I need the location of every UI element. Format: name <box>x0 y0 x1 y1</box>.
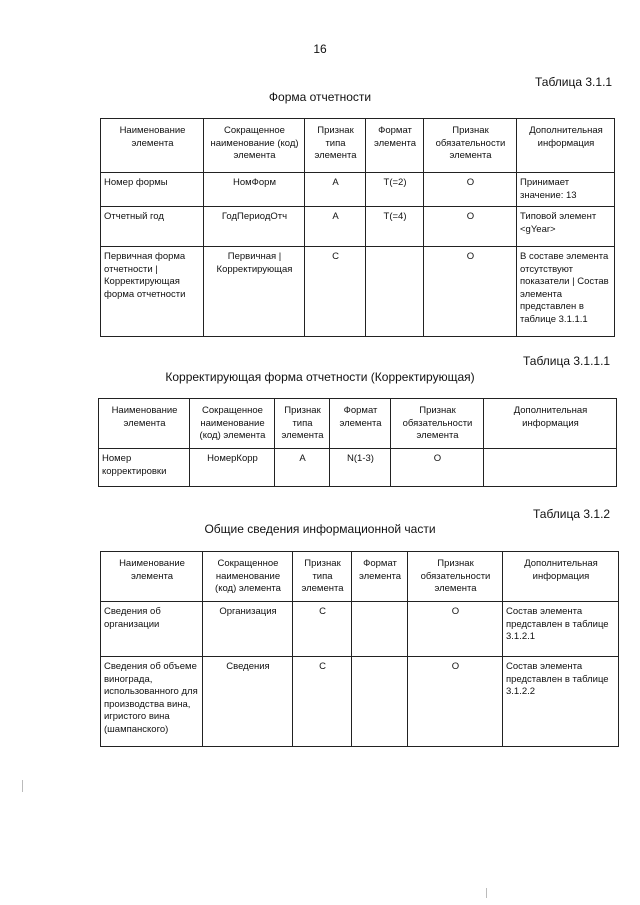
table-cell: О <box>424 173 517 207</box>
table-cell: А <box>275 449 330 487</box>
table-cell: С <box>293 602 352 657</box>
table-cell <box>366 247 424 337</box>
table-cell: НомерКорр <box>190 449 275 487</box>
table-cell: Отчетный год <box>101 207 204 247</box>
header-cell: Наименование элемента <box>101 552 203 602</box>
header-cell: Признак обязательности элемента <box>408 552 503 602</box>
table-cell: А <box>305 173 366 207</box>
header-cell: Формат элемента <box>352 552 408 602</box>
header-cell: Дополнительная информация <box>517 119 615 173</box>
table-label: Таблица 3.1.1 <box>535 75 613 89</box>
header-cell: Признак типа элемента <box>305 119 366 173</box>
table-cell: N(1-3) <box>330 449 391 487</box>
table-cell: ГодПериодОтч <box>204 207 305 247</box>
table-cell: Первичная форма отчетности | Корректирующая форма отчетности <box>101 247 204 337</box>
table-row <box>101 602 619 657</box>
header-cell: Наименование элемента <box>101 119 204 173</box>
table-general-info <box>100 551 619 747</box>
table-row <box>101 657 619 747</box>
table-row <box>101 173 615 207</box>
table-cell: T(=2) <box>366 173 424 207</box>
scan-mark <box>486 888 487 898</box>
table-title: Общие сведения информационной части <box>204 522 436 536</box>
header-cell: Признак типа элемента <box>293 552 352 602</box>
table-cell <box>484 449 617 487</box>
table-cell: О <box>424 207 517 247</box>
table-cell: Организация <box>203 602 293 657</box>
table-cell: Первичная | Корректирующая <box>204 247 305 337</box>
table-cell: Сведения об организации <box>101 602 203 657</box>
header-cell: Формат элемента <box>366 119 424 173</box>
header-cell: Признак типа элемента <box>275 399 330 449</box>
table-label: Таблица 3.1.1.1 <box>523 354 611 368</box>
page-number: 16 <box>313 42 327 56</box>
table-cell: С <box>305 247 366 337</box>
table-cell <box>352 657 408 747</box>
table-cell: С <box>293 657 352 747</box>
table-cell: Типовой элемент <gYear> <box>517 207 615 247</box>
table-label: Таблица 3.1.2 <box>533 507 611 521</box>
table-cell: Состав элемента представлен в таблице 3.1.2.1 <box>503 602 619 657</box>
header-cell: Дополнительная информация <box>484 399 617 449</box>
table-cell: Состав элемента представлен в таблице 3.1.2.2 <box>503 657 619 747</box>
table-reporting-form <box>100 118 615 337</box>
table-cell: Принимает значение: 13 <box>517 173 615 207</box>
table-cell: О <box>408 602 503 657</box>
header-cell: Сокращенное наименование (код) элемента <box>190 399 275 449</box>
table-header-row <box>101 552 619 602</box>
header-cell: Формат элемента <box>330 399 391 449</box>
table-cell: T(=4) <box>366 207 424 247</box>
table-correction-form <box>98 398 617 487</box>
table-cell: О <box>408 657 503 747</box>
table-title: Форма отчетности <box>268 90 372 104</box>
table-cell: А <box>305 207 366 247</box>
table-row <box>101 247 615 337</box>
table-cell: Сведения <box>203 657 293 747</box>
table-cell: В составе элемента отсутствуют показатели | Состав элемента представлен в таблице 3.1.1.1 <box>517 247 615 337</box>
table-header-row <box>101 119 615 173</box>
table-header-row <box>99 399 617 449</box>
table-row <box>99 449 617 487</box>
table-cell: Номер корректировки <box>99 449 190 487</box>
table-cell: Номер формы <box>101 173 204 207</box>
scan-mark <box>22 780 23 792</box>
table-title: Корректирующая форма отчетности (Корректирующая) <box>165 370 475 384</box>
header-cell: Сокращенное наименование (код) элемента <box>203 552 293 602</box>
table-cell <box>352 602 408 657</box>
header-cell: Признак обязательности элемента <box>424 119 517 173</box>
table-cell: НомФорм <box>204 173 305 207</box>
table-cell: О <box>424 247 517 337</box>
table-row <box>101 207 615 247</box>
header-cell: Наименование элемента <box>99 399 190 449</box>
table-cell: О <box>391 449 484 487</box>
header-cell: Дополнительная информация <box>503 552 619 602</box>
header-cell: Признак обязательности элемента <box>391 399 484 449</box>
header-cell: Сокращенное наименование (код) элемента <box>204 119 305 173</box>
table-cell: Сведения об объеме винограда, использованного для производства вина, игристого вина (шампанского) <box>101 657 203 747</box>
